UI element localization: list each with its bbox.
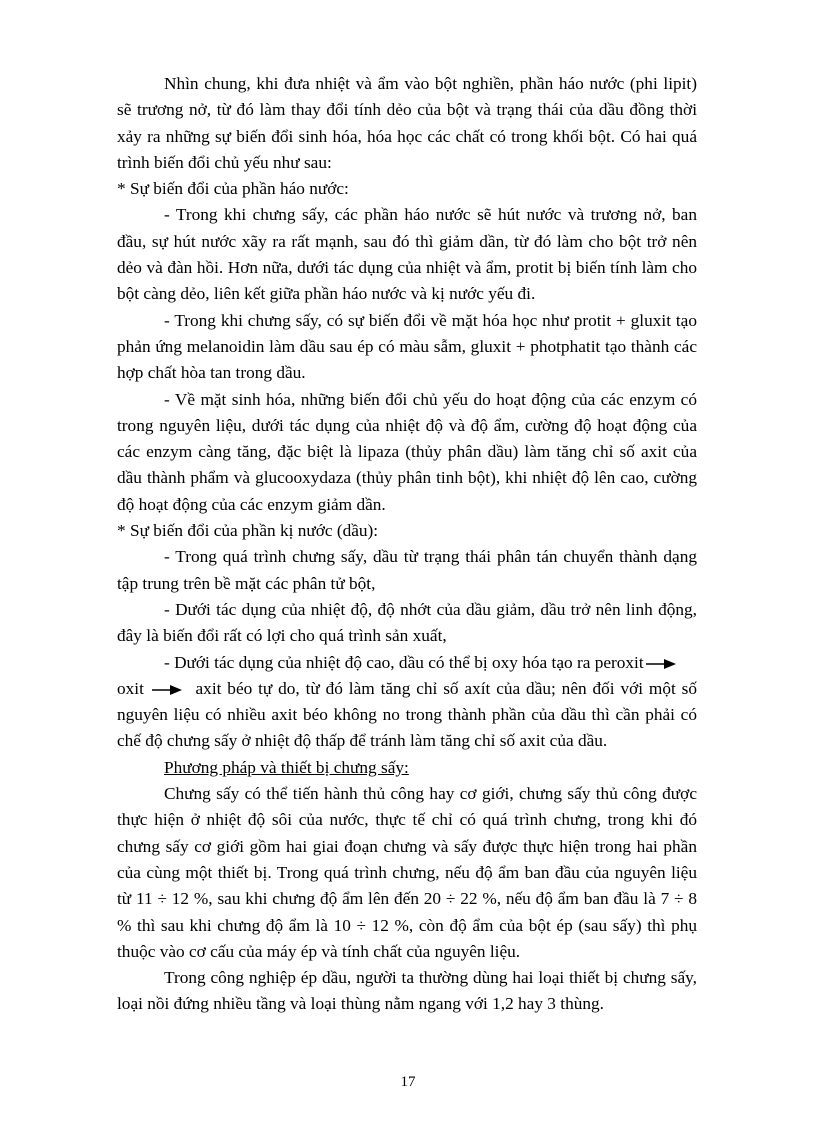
page-number: 17 — [400, 1074, 416, 1090]
hydrophilic-point-2: - Trong khi chưng sấy, có sự biến đổi về mặt hóa học như protit + gluxit tạo phản ứng melanoidin làm dầu sau ép có màu sẫm, gluxit + photphatit tạo thành các hợp chất hòa tan trong dầu. — [117, 310, 697, 383]
right-arrow-icon — [152, 684, 182, 696]
oxidation-text-3: axit béo tự do, từ đó làm tăng chỉ số axít của dầu; nên đối với một số nguyên liệu có nhiều axit béo không no trong thành phần của dầu thì cần phải có chế độ chưng sấy ở nhiệt độ thấp để tránh làm tăng chỉ số axit của dầu. — [117, 678, 698, 751]
right-arrow-icon — [646, 658, 676, 670]
method-paragraph-1: Chưng sấy có thể tiến hành thủ công hay cơ giới, chưng sấy thủ công được thực hiện ở nhiệt độ sôi của nước, thực tế chỉ có quá trình chưng, trong khi đó chưng sấy cơ giới gồm hai giai đoạn chưng và sấy được thực hiện trong hai phần của cùng một thiết bị. Trong quá trình chưng, nếu độ ẩm ban đầu của nguyên liệu từ 11 ÷ 12 %, sau khi chưng độ ẩm lên đến 20 ÷ 22 %, nếu độ ẩm ban đầu là 7 ÷ 8 % thì sau khi chưng độ ẩm là 10 ÷ 12 %, còn độ ẩm của bột ép (sau sấy) thì phụ thuộc vào cơ cấu của máy ép và tính chất của nguyên liệu. — [117, 784, 697, 961]
hydrophobic-point-1: - Trong quá trình chưng sấy, dầu từ trạng thái phân tán chuyển thành dạng tập trung trên bề mặt các phân tử bột, — [117, 547, 697, 593]
section-heading-hydrophobic: * Sự biến đổi của phần kị nước (dầu): — [117, 521, 379, 541]
oxidation-text-2: oxit — [117, 678, 144, 698]
hydrophobic-point-3 — [117, 650, 697, 755]
oxidation-text-1: - Dưới tác dụng của nhiệt độ cao, dầu có thể bị oxy hóa tạo ra peroxit — [164, 652, 644, 672]
intro-paragraph: Nhìn chung, khi đưa nhiệt và ẩm vào bột nghiền, phần háo nước (phi lipit) sẽ trương nở, từ đó làm thay đổi tính dẻo của bột và trạng thái của dầu đồng thời xảy ra những sự biến đổi sinh hóa, hóa học các chất có trong khối bột. Có hai quá trình biến đổi chủ yếu như sau: — [117, 74, 697, 172]
hydrophobic-point-2: - Dưới tác dụng của nhiệt độ, độ nhớt của dầu giảm, dầu trở nên linh động, đây là biến đổi rất có lợi cho quá trình sản xuất, — [117, 599, 697, 646]
document-body — [117, 71, 697, 1018]
method-heading: Phương pháp và thiết bị chưng sấy: — [164, 757, 409, 777]
hydrophilic-point-3: - Về mặt sinh hóa, những biến đổi chủ yếu do hoạt động của các enzym có trong nguyên liệu, dưới tác dụng của nhiệt độ và độ ẩm, cường độ hoạt động của các enzym càng tăng, đặc biệt là lipaza (thủy phân dầu) làm tăng chỉ số axit của dầu thành phẩm và glucooxydaza (thủy phân tinh bột), khi nhiệt độ lên cao, cường độ hoạt động của các enzym giảm dần. — [117, 389, 697, 514]
hydrophilic-point-1: - Trong khi chưng sấy, các phần háo nước sẽ hút nước và trương nở, ban đầu, sự hút nước xãy ra rất mạnh, sau đó thì giảm dần, từ đó làm cho bột trở nên dẻo và đàn hồi. Hơn nữa, dưới tác dụng của nhiệt và ẩm, protit bị biến tính làm cho bột càng dẻo, liên kết giữa phần háo nước và kị nước yếu đi. — [117, 205, 697, 304]
section-heading-hydrophilic: * Sự biến đổi của phần háo nước: — [117, 179, 349, 199]
method-paragraph-2: Trong công nghiệp ép dầu, người ta thường dùng hai loại thiết bị chưng sấy, loại nồi đứng nhiều tầng và loại thùng nằm ngang với 1,2 hay 3 thùng. — [117, 968, 697, 1014]
